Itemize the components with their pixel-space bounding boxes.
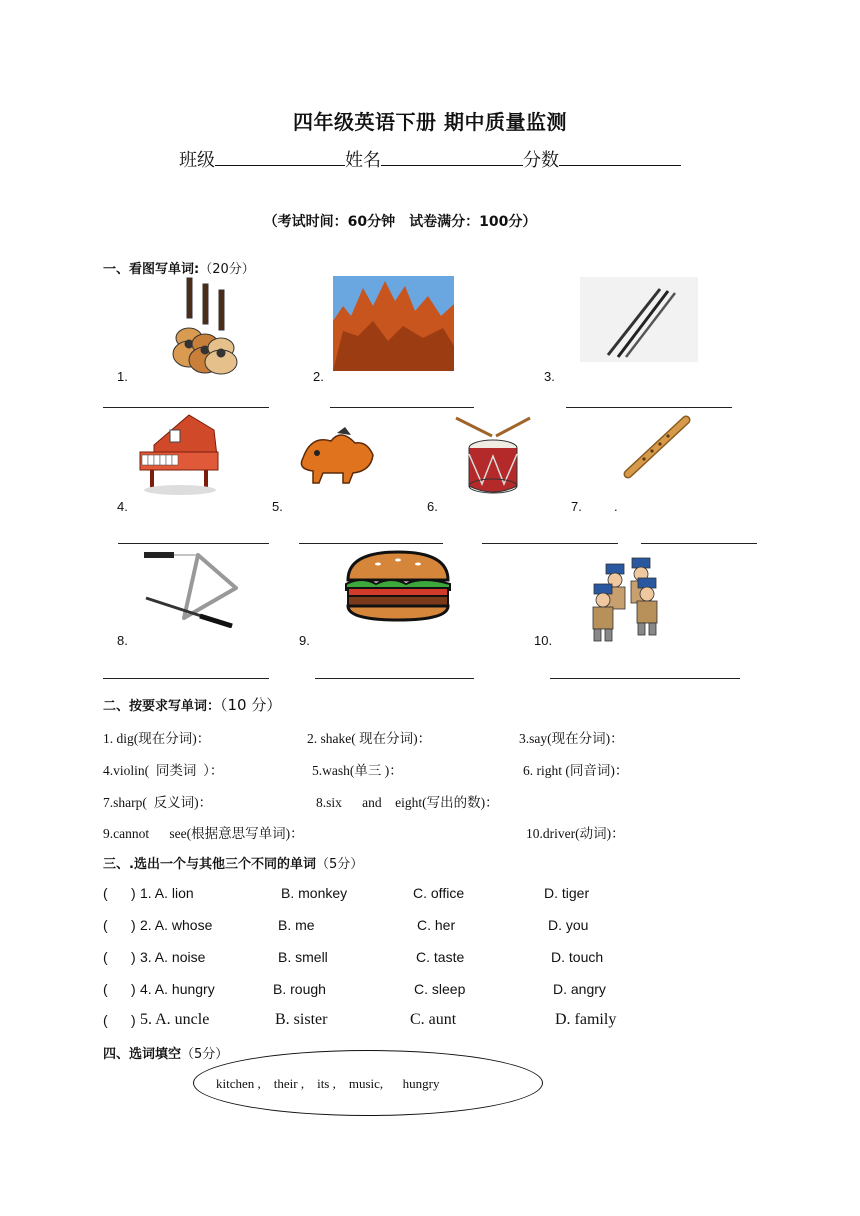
- hamburger-icon: [342, 548, 454, 624]
- answer-line-9[interactable]: [315, 678, 474, 679]
- section3-points: （5分）: [315, 857, 364, 872]
- class-field[interactable]: [215, 147, 345, 166]
- item-number-10: 10.: [534, 633, 553, 648]
- option-a: 5. A. uncle: [140, 1011, 210, 1028]
- exam-info: （考试时间：60分钟 试卷满分：100分）: [263, 214, 537, 230]
- word-bank: kitchen , their , its , music, hungry: [216, 1076, 440, 1091]
- option-a: 4. A. hungry: [140, 981, 215, 997]
- section2-title: 二、按要求写单词：: [103, 699, 221, 714]
- triangle-icon: [140, 548, 244, 628]
- item-number-1: 1.: [117, 369, 128, 384]
- section1-title: 一、看图写单词:: [103, 262, 200, 277]
- section2-q1: 1. dig(现在分词)：: [103, 731, 211, 746]
- answer-line-1[interactable]: [103, 407, 269, 408]
- item-number-3: 3.: [544, 369, 555, 384]
- answer-paren[interactable]: ( ): [103, 917, 136, 933]
- guitar-icon: [168, 276, 254, 376]
- section2-q9: 9.cannot see(根据意思写单词)：: [103, 826, 304, 841]
- camel-icon: [293, 423, 379, 485]
- option-b: B. monkey: [281, 885, 348, 901]
- section2-q5: 5.wash(单三 )：: [312, 763, 403, 778]
- option-a: 1. A. lion: [140, 885, 194, 901]
- answer-paren[interactable]: ( ): [103, 981, 136, 997]
- option-a: 2. A. whose: [140, 917, 213, 933]
- name-label: 姓名: [345, 150, 381, 171]
- option-a: 3. A. noise: [140, 949, 206, 965]
- option-c: C. aunt: [410, 1011, 457, 1028]
- section2-q6: 6. right (同音词)：: [523, 763, 629, 778]
- option-c: C. office: [413, 885, 465, 901]
- student-info-line: [0, 146, 860, 172]
- option-d: D. tiger: [544, 885, 590, 901]
- piano-icon: [134, 410, 222, 496]
- soldiers-icon: [584, 556, 674, 644]
- item-7-dot: .: [614, 499, 618, 514]
- option-c: C. her: [417, 917, 456, 933]
- item-number-7: 7.: [571, 499, 582, 514]
- option-d: D. touch: [551, 949, 604, 965]
- section3-title: 三、.选出一个与其他三个不同的单词: [103, 857, 316, 872]
- section2-q8: 8.six and eight(写出的数)：: [316, 795, 499, 810]
- score-field[interactable]: [559, 147, 681, 166]
- section2-q2: 2. shake( 现在分词)：: [307, 731, 432, 746]
- flute-icon: [620, 414, 694, 480]
- option-c: C. taste: [416, 949, 465, 965]
- item-number-6: 6.: [427, 499, 438, 514]
- answer-line-6[interactable]: [482, 543, 618, 544]
- answer-paren[interactable]: ( ): [103, 885, 136, 901]
- rock-mountain-icon: [333, 276, 454, 371]
- option-c: C. sleep: [414, 981, 466, 997]
- name-field[interactable]: [381, 147, 523, 166]
- item-number-5: 5.: [272, 499, 283, 514]
- option-d: D. angry: [553, 981, 606, 997]
- answer-line-3[interactable]: [566, 407, 732, 408]
- item-number-2: 2.: [313, 369, 324, 384]
- option-b: B. rough: [273, 981, 326, 997]
- section1-points: （20分）: [199, 262, 255, 277]
- section1-heading: [103, 258, 255, 277]
- item-number-8: 8.: [117, 633, 128, 648]
- option-d: D. family: [555, 1011, 617, 1028]
- item-number-4: 4.: [117, 499, 128, 514]
- answer-line-2[interactable]: [330, 407, 474, 408]
- option-b: B. me: [278, 917, 315, 933]
- section2-points: （10 分）: [220, 696, 282, 714]
- section4-points: （5分）: [181, 1047, 229, 1062]
- section3-heading: [103, 853, 363, 872]
- section4-heading: [103, 1043, 228, 1062]
- section2-q4: 4.violin( 同类词 ）：: [103, 763, 224, 778]
- chopsticks-icon: [580, 277, 698, 362]
- section4-title: 四、选词填空: [103, 1047, 182, 1062]
- option-d: D. you: [548, 917, 589, 933]
- option-b: B. smell: [278, 949, 328, 965]
- answer-paren[interactable]: ( ): [103, 1012, 136, 1028]
- score-label: 分数: [523, 150, 559, 171]
- class-label: 班级: [179, 150, 215, 171]
- drum-icon: [452, 414, 534, 502]
- section2-heading: [103, 694, 281, 715]
- section2-q3: 3.say(现在分词)：: [519, 731, 624, 746]
- answer-line-7[interactable]: [641, 543, 757, 544]
- section2-q10: 10.driver(动词)：: [526, 826, 625, 841]
- item-number-9: 9.: [299, 633, 310, 648]
- answer-line-4[interactable]: [118, 543, 269, 544]
- section2-q7: 7.sharp( 反义词)：: [103, 795, 213, 810]
- page-title: 四年级英语下册 期中质量监测: [293, 110, 567, 134]
- answer-line-10[interactable]: [550, 678, 740, 679]
- answer-line-8[interactable]: [103, 678, 269, 679]
- option-b: B. sister: [275, 1011, 328, 1028]
- answer-paren[interactable]: ( ): [103, 949, 136, 965]
- answer-line-5[interactable]: [299, 543, 443, 544]
